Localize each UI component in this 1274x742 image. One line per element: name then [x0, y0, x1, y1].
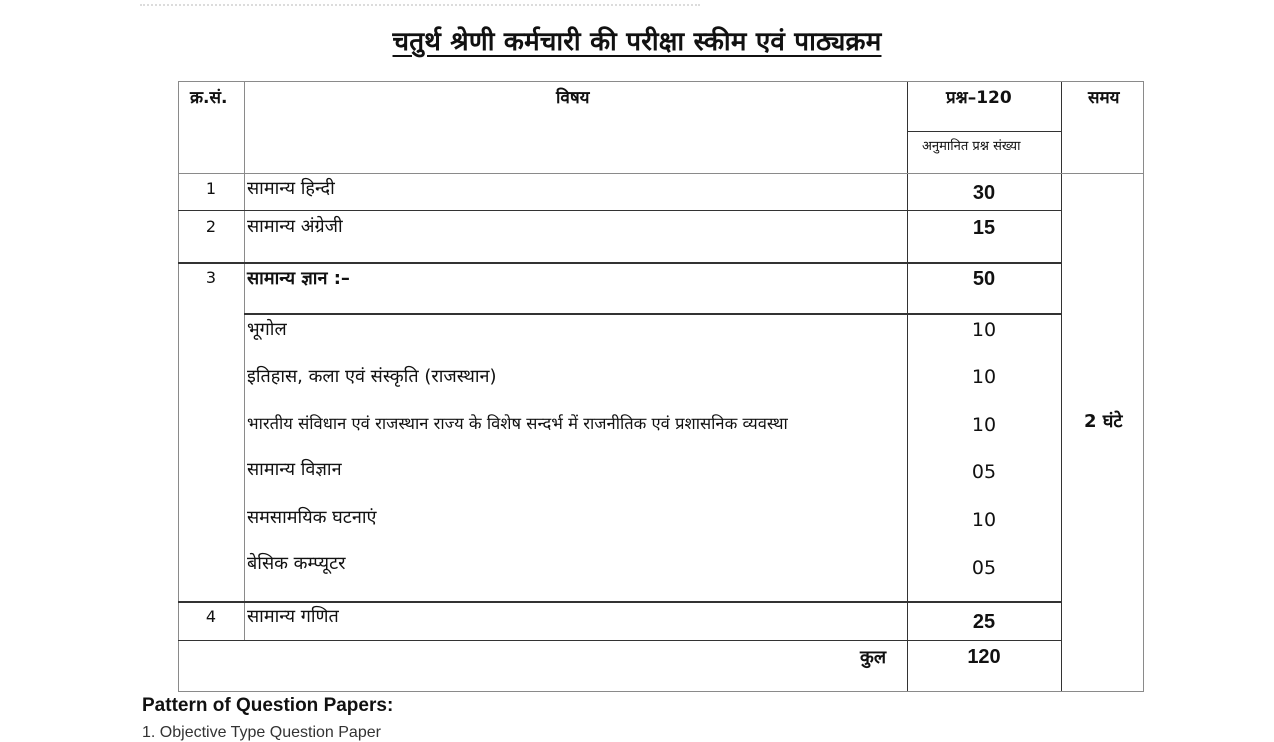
total-value: 120 — [967, 646, 1001, 668]
table-border-top — [178, 81, 1144, 82]
gk-subtopic: समसामयिक घटनाएं — [247, 507, 377, 528]
table-divider-serial — [244, 81, 245, 641]
header-subject: विषय — [556, 88, 590, 108]
gk-subtopic-marks: 10 — [971, 319, 997, 341]
row-line-5 — [178, 640, 1062, 641]
table-border-bottom — [178, 691, 1144, 692]
total-label: कुल — [860, 647, 887, 668]
gk-subtopic: इतिहास, कला एवं संस्कृति (राजस्थान) — [247, 366, 497, 387]
gk-subtopic: भूगोल — [247, 319, 287, 340]
page-title: चतुर्थ श्रेणी कर्मचारी की परीक्षा स्कीम एवं पाठ्यक्रम — [392, 27, 882, 57]
row-subject: सामान्य ज्ञान :– — [247, 268, 350, 289]
gk-subtopic-marks: 05 — [971, 461, 997, 483]
row-line-1 — [178, 210, 1062, 211]
row-line-3 — [244, 313, 1062, 315]
row-marks: 15 — [972, 217, 996, 239]
gk-subtopic-marks: 05 — [971, 557, 997, 579]
row-line-4 — [178, 601, 1062, 603]
row-subject: सामान्य अंग्रेजी — [247, 216, 343, 237]
questions-subheader-line — [907, 131, 1061, 132]
header-time: समय — [1088, 88, 1120, 108]
pattern-item: 1. Objective Type Question Paper — [142, 724, 381, 741]
header-serial: क्र.सं. — [190, 88, 228, 108]
gk-subtopic: बेसिक कम्प्यूटर — [247, 553, 346, 574]
row-subject: सामान्य हिन्दी — [247, 178, 335, 199]
row-serial: 3 — [205, 268, 217, 287]
gk-subtopic: भारतीय संविधान एवं राजस्थान राज्य के विशेष सन्दर्भ में राजनीतिक एवं प्रशासनिक व्यवस्था — [247, 414, 788, 433]
row-marks: 25 — [972, 611, 996, 633]
row-marks: 50 — [972, 268, 996, 290]
header-questions: प्रश्न–120 — [946, 88, 1012, 108]
header-questions-sub: अनुमानित प्रश्न संख्या — [922, 139, 1021, 154]
gk-subtopic-marks: 10 — [971, 414, 997, 436]
gk-subtopic-marks: 10 — [971, 366, 997, 388]
header-bottom-line — [178, 173, 1144, 174]
row-serial: 4 — [205, 607, 217, 626]
top-cutoff-text — [140, 0, 700, 6]
gk-subtopic-marks: 10 — [971, 509, 997, 531]
row-subject: सामान्य गणित — [247, 606, 339, 627]
row-marks: 30 — [972, 182, 996, 204]
row-line-2 — [178, 262, 1062, 264]
row-serial: 2 — [205, 217, 217, 236]
pattern-heading: Pattern of Question Papers: — [142, 695, 394, 716]
row-serial: 1 — [205, 179, 217, 198]
time-value: 2 घंटे — [1084, 411, 1123, 432]
gk-subtopic: सामान्य विज्ञान — [247, 459, 342, 480]
